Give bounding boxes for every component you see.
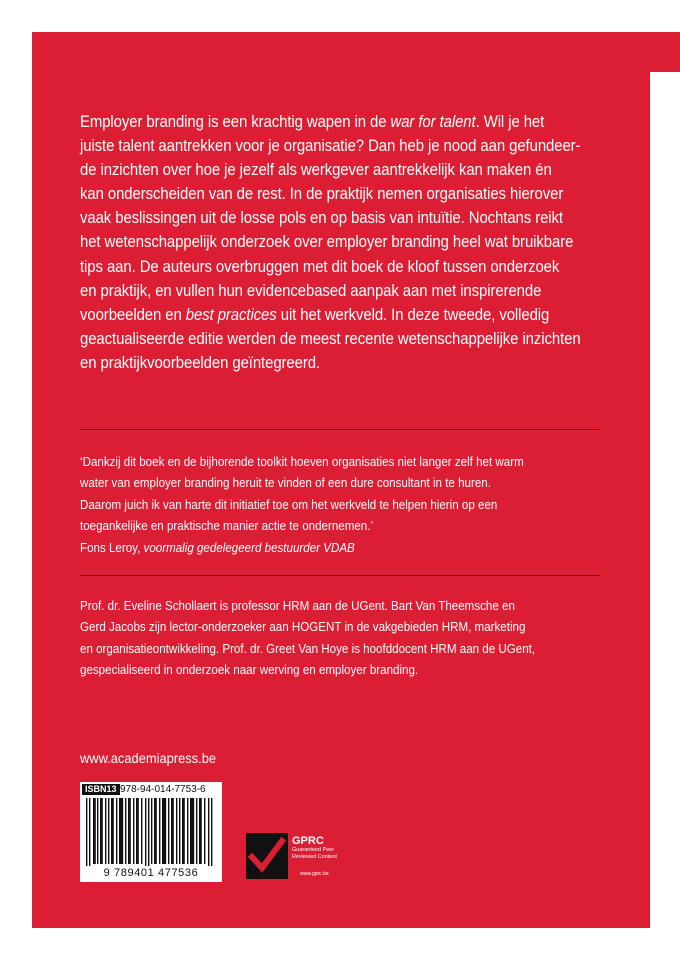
author-bio-line: Prof. dr. Eveline Schollaert is professor HRM aan de UGent. Bart Van Theemsche en	[80, 599, 515, 613]
checkmark-icon	[246, 833, 288, 879]
author-bio-line: gespecialiseerd in onderzoek naar werving en employer branding.	[80, 663, 419, 678]
isbn-barcode-block	[80, 782, 222, 882]
gprc-url: www.gprc.be	[300, 871, 329, 877]
blurb-line: voorbeelden en best practices uit het werkveld. In deze tweede, volledig	[80, 304, 550, 324]
barcode-digits: 9 789401 477536	[80, 866, 222, 880]
blurb-line: het wetenschappelijk onderzoek over employer branding heel wat bruikbare	[80, 232, 574, 252]
author-bio-line: Gerd Jacobs zijn lector-onderzoeker aan HOGENT in de vakgebieden HRM, marketing	[80, 620, 526, 635]
blurb-line: kan onderscheiden van de rest. In de praktijk nemen organisaties hierover	[80, 184, 564, 204]
gprc-subtitle: Guaranteed Peer Reviewed Content	[292, 847, 337, 860]
blurb-line: Employer branding is een krachtig wapen in de war for talent. Wil je het	[80, 112, 545, 131]
blurb-line: geactualiseerde editie werden de meest recente wetenschappelijke inzichten	[80, 328, 581, 348]
blurb-line: en praktijk, en vullen hun evidencebased aanpak aan met inspirerende	[80, 280, 542, 300]
quote-line: water van employer branding heruit te vinden of een dure consultant in te huren.	[80, 476, 491, 491]
attribution-role: voormalig gedelegeerd bestuurder VDAB	[143, 540, 355, 555]
blurb-line: tips aan. De auteurs overbruggen met dit boek de kloof tussen onderzoek	[80, 256, 560, 276]
divider	[80, 429, 600, 430]
cover-notch	[650, 32, 680, 72]
blurb-line: vaak beslissingen uit de losse pols en op basis van intuïtie. Nochtans reikt	[80, 208, 563, 228]
page-margin	[650, 72, 680, 960]
blurb-line: de inzichten over hoe je jezelf als werkgever aantrekkelijk kan maken én	[80, 160, 552, 180]
isbn-label: ISBN13	[82, 784, 120, 795]
blurb-paragraph	[80, 110, 581, 375]
gprc-title: GPRC	[292, 835, 324, 847]
publisher-website[interactable]: www.academiapress.be	[80, 750, 217, 766]
author-bio	[80, 596, 595, 682]
author-bio-line: en organisatieontwikkeling. Prof. dr. Greet Van Hoye is hoofddocent HRM aan de UGent,	[80, 641, 536, 656]
gprc-logo	[246, 833, 338, 879]
barcode-icon	[84, 798, 218, 870]
quote-line: Daarom juich ik van harte dit initiatief toe om het werkveld te helpen hierin op een	[80, 497, 498, 512]
quote-line: toegankelijke en praktische manier actie te ondernemen.’	[80, 519, 374, 534]
quote-attribution	[80, 538, 595, 559]
blurb-line: juiste talent aantrekken voor je organisatie? Dan heb je nood aan gefundeer-	[80, 136, 581, 156]
endorsement-quote	[80, 452, 595, 559]
attribution-name: Fons Leroy,	[80, 540, 144, 555]
quote-line: ‘Dankzij dit boek en de bijhorende toolkit hoeven organisaties niet langer zelf het warm	[80, 455, 524, 469]
divider	[80, 575, 600, 576]
blurb-line: en praktijkvoorbeelden geïntegreerd.	[80, 352, 321, 372]
isbn-number: 978-94-014-7753-6	[120, 784, 206, 795]
